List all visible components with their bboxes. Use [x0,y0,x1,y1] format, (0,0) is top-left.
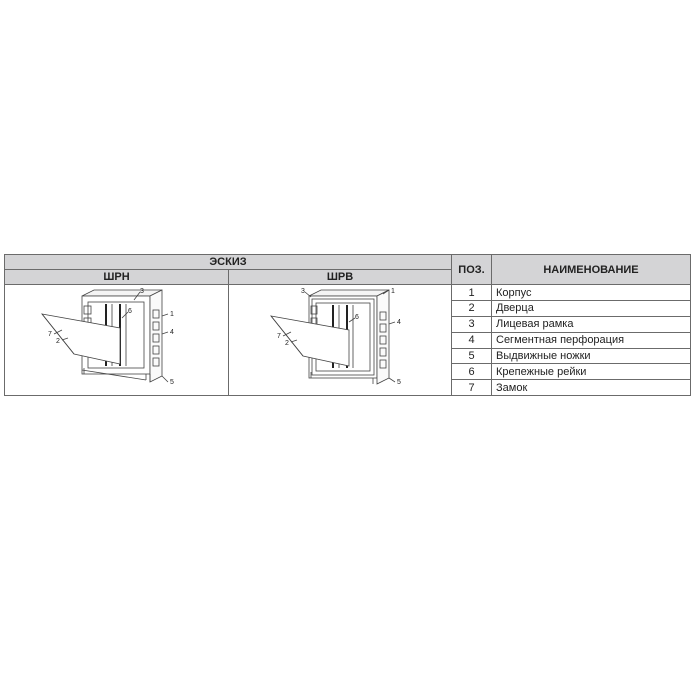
name-4: Сегментная перфорация [492,332,691,348]
sketch-b-label-1: 1 [391,288,395,296]
cabinet-shrv-drawing [245,288,435,392]
sketch-b-cell [229,285,452,396]
pos-5: 5 [452,348,492,364]
pos-7: 7 [452,380,492,396]
pos-1: 1 [452,285,492,301]
name-6: Крепежные рейки [492,364,691,380]
spec-table [4,254,691,396]
sketch-a-label-5: 5 [169,379,174,387]
pos-header: ПОЗ. [452,255,492,285]
cabinet-shrn-drawing [22,288,212,392]
variant-b-header: ШРВ [229,270,452,285]
pos-3: 3 [452,316,492,332]
sketch-a-label-4: 4 [169,329,174,337]
pos-4: 4 [452,332,492,348]
name-5: Выдвижные ножки [492,348,691,364]
sketch-a-label-7: 7 [47,331,52,339]
sketch-b-label-4: 4 [397,319,401,327]
sketch-a-cell [5,285,229,396]
sketch-b-label-6: 6 [355,314,359,322]
pos-6: 6 [452,364,492,380]
sketch-a-label-2: 2 [55,338,60,346]
pos-2: 2 [452,301,492,317]
sketch-b-label-7: 7 [277,333,281,341]
sketch-b-label-2: 2 [285,340,289,348]
sketch-a-label-1: 1 [169,311,174,319]
name-header: НАИМЕНОВАНИЕ [492,255,691,285]
sketch-b-label-5: 5 [397,379,401,387]
name-3: Лицевая рамка [492,316,691,332]
sketch-a-label-3: 3 [139,288,144,296]
name-2: Дверца [492,301,691,317]
variant-a-header: ШРН [5,270,229,285]
name-1: Корпус [492,285,691,301]
sketch-b-label-3: 3 [301,288,305,296]
sketch-a-label-6: 6 [127,308,132,316]
sketch-header: ЭСКИЗ [5,255,452,270]
name-7: Замок [492,380,691,396]
